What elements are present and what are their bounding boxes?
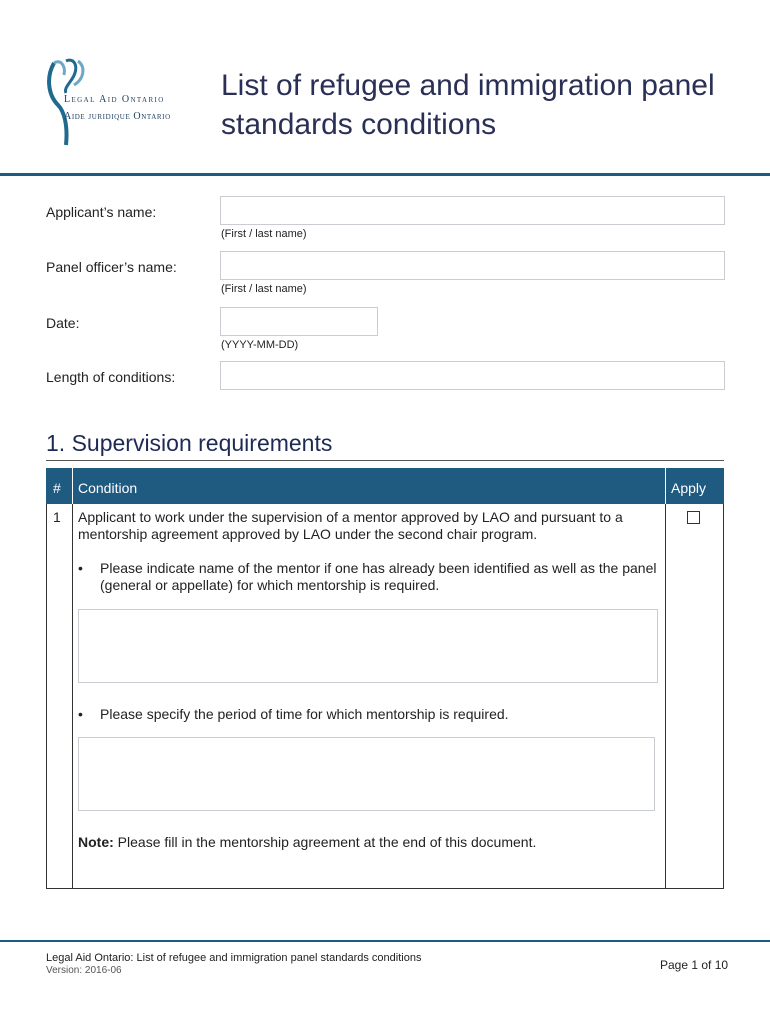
apply-checkbox[interactable] xyxy=(687,511,700,524)
date-field[interactable] xyxy=(220,307,378,336)
note-text xyxy=(78,834,658,851)
note-label: Note: xyxy=(78,834,114,850)
logo-text-english: Legal Aid Ontario xyxy=(64,94,165,105)
bullet-icon: • xyxy=(78,706,83,722)
logo-text-french: Aide juridique Ontario xyxy=(64,111,171,122)
footer-document-title: Legal Aid Ontario: List of refugee and immigration panel standards conditions xyxy=(46,952,422,964)
footer-divider xyxy=(0,940,770,942)
applicant-name-field[interactable] xyxy=(220,196,725,225)
panel-officer-name-field[interactable] xyxy=(220,251,725,280)
bullet-mentor-instruction xyxy=(100,560,660,594)
column-header-condition: Condition xyxy=(78,480,138,496)
mentorship-period-textarea[interactable] xyxy=(78,737,655,811)
bullet-period-instruction: Please specify the period of time for which mentorship is required. xyxy=(100,706,509,722)
table-column-divider xyxy=(665,468,666,889)
panel-officer-name-label: Panel officer’s name: xyxy=(46,259,177,275)
bullet-mentor-line-1: Please indicate name of the mentor if one has already been identified as well as the panel xyxy=(100,560,657,576)
page-title xyxy=(221,66,741,144)
date-label: Date: xyxy=(46,315,80,331)
header-divider xyxy=(0,173,770,176)
table-header-divider xyxy=(72,468,73,504)
mentor-name-textarea[interactable] xyxy=(78,609,658,683)
table-header-divider xyxy=(665,468,666,504)
length-of-conditions-field[interactable] xyxy=(220,361,725,390)
row-number: 1 xyxy=(53,509,61,525)
condition-description xyxy=(78,509,658,543)
table-column-divider xyxy=(72,468,73,889)
condition-line-2: mentorship agreement approved by LAO under the second chair program. xyxy=(78,526,538,542)
condition-line-1: Applicant to work under the supervision of a mentor approved by LAO and pursuant to a xyxy=(78,509,623,525)
page-title-line-1: List of refugee and immigration panel xyxy=(221,69,715,102)
page-title-line-2: standards conditions xyxy=(221,108,497,141)
column-header-number: # xyxy=(53,480,61,496)
column-header-apply: Apply xyxy=(671,480,707,496)
applicant-name-hint: (First / last name) xyxy=(221,228,307,240)
table-header-row xyxy=(46,468,724,504)
applicant-name-label: Applicant’s name: xyxy=(46,204,157,220)
date-hint: (YYYY-MM-DD) xyxy=(221,339,299,351)
bullet-mentor-line-2: (general or appellate) for which mentorship is required. xyxy=(100,577,440,593)
length-of-conditions-label: Length of conditions: xyxy=(46,369,176,385)
bullet-icon: • xyxy=(78,560,83,576)
footer-version: Version: 2016-06 xyxy=(46,965,122,976)
note-body: Please fill in the mentorship agreement at the end of this document. xyxy=(113,834,537,850)
section-divider xyxy=(46,460,724,461)
panel-officer-name-hint: (First / last name) xyxy=(221,283,307,295)
page-number: Page 1 of 10 xyxy=(660,958,729,972)
section-title: 1. Supervision requirements xyxy=(46,430,333,456)
